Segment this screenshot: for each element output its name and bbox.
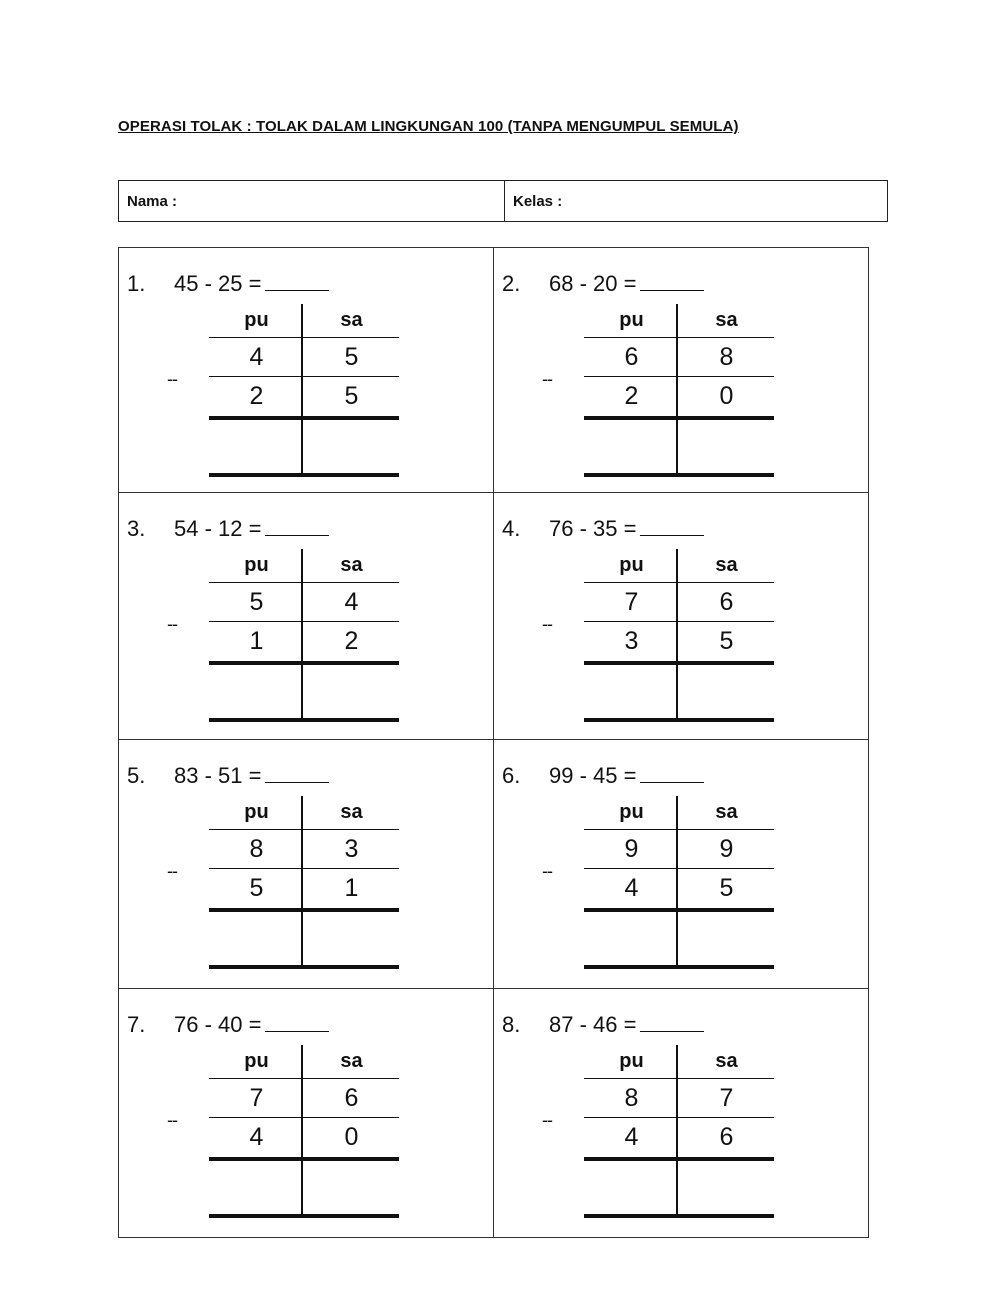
problem-number: 6. — [502, 763, 521, 788]
subtrahend-tens: 2 — [624, 382, 639, 410]
name-label: Nama : — [127, 192, 178, 210]
minus-sign: -- — [167, 614, 177, 634]
minuend-tens: 9 — [624, 835, 639, 863]
minuend-tens: 8 — [249, 835, 264, 863]
answer-bottom-line — [209, 718, 399, 722]
header-underline — [584, 829, 774, 830]
problem-expression: 87 - 46 = — [549, 1012, 637, 1037]
answer-top-line — [209, 1157, 399, 1161]
problem-number: 7. — [127, 1012, 146, 1037]
problem-expression: 99 - 45 = — [549, 763, 637, 788]
header-underline — [209, 337, 399, 338]
answer-blank[interactable] — [265, 517, 329, 536]
place-value-table — [209, 549, 399, 722]
problem-expression: 45 - 25 = — [174, 271, 262, 296]
row-divider — [209, 621, 399, 622]
answer-top-line — [209, 416, 399, 420]
subtrahend-tens: 2 — [249, 382, 264, 410]
minuend-ones: 6 — [344, 1084, 359, 1112]
minuend-tens: 8 — [624, 1084, 639, 1112]
column-divider — [676, 549, 678, 722]
header-underline — [584, 1078, 774, 1079]
subtrahend-ones: 0 — [344, 1123, 359, 1151]
header-sa: sa — [715, 801, 738, 823]
row-divider — [584, 868, 774, 869]
problem-8 — [493, 988, 868, 1234]
header-sa: sa — [340, 1050, 363, 1072]
column-divider — [676, 1045, 678, 1218]
class-field[interactable] — [505, 181, 889, 221]
column-divider — [676, 304, 678, 477]
subtrahend-tens: 3 — [624, 627, 639, 655]
header-pu: pu — [619, 309, 644, 331]
minuend-tens: 6 — [624, 343, 639, 371]
subtrahend-ones: 6 — [719, 1123, 734, 1151]
header-sa: sa — [715, 554, 738, 576]
problem-1 — [118, 247, 493, 493]
header-sa: sa — [340, 309, 363, 331]
minuend-ones: 5 — [344, 343, 359, 371]
header-underline — [584, 582, 774, 583]
minus-sign: -- — [542, 614, 552, 634]
header-pu: pu — [244, 1050, 269, 1072]
column-divider — [301, 549, 303, 722]
subtrahend-ones: 5 — [719, 627, 734, 655]
minus-sign: -- — [542, 861, 552, 881]
name-field[interactable] — [119, 181, 505, 221]
minuend-ones: 7 — [719, 1084, 734, 1112]
problem-number: 1. — [127, 271, 146, 296]
column-divider — [301, 796, 303, 969]
subtrahend-ones: 5 — [344, 382, 359, 410]
header-underline — [584, 337, 774, 338]
answer-blank[interactable] — [265, 272, 329, 291]
subtrahend-ones: 5 — [719, 874, 734, 902]
problem-number: 8. — [502, 1012, 521, 1037]
problem-label — [127, 1012, 329, 1038]
problem-2 — [493, 247, 868, 493]
column-divider — [301, 304, 303, 477]
place-value-table — [209, 304, 399, 477]
header-sa: sa — [715, 309, 738, 331]
place-value-table — [584, 1045, 774, 1218]
problem-4 — [493, 492, 868, 738]
header-underline — [209, 829, 399, 830]
answer-bottom-line — [209, 965, 399, 969]
answer-bottom-line — [209, 1214, 399, 1218]
problem-expression: 76 - 35 = — [549, 516, 637, 541]
problem-expression: 83 - 51 = — [174, 763, 262, 788]
problem-number: 2. — [502, 271, 521, 296]
row-divider — [209, 1117, 399, 1118]
problem-number: 5. — [127, 763, 146, 788]
place-value-table — [209, 796, 399, 969]
minuend-tens: 4 — [249, 343, 264, 371]
minus-sign: -- — [542, 369, 552, 389]
minuend-tens: 7 — [249, 1084, 264, 1112]
answer-top-line — [584, 416, 774, 420]
answer-bottom-line — [209, 473, 399, 477]
problem-label — [502, 1012, 704, 1038]
answer-top-line — [584, 1157, 774, 1161]
subtrahend-tens: 5 — [249, 874, 264, 902]
place-value-table — [209, 1045, 399, 1218]
problem-3 — [118, 492, 493, 738]
minuend-ones: 6 — [719, 588, 734, 616]
class-label: Kelas : — [513, 192, 563, 210]
problem-7 — [118, 988, 493, 1234]
column-divider — [676, 796, 678, 969]
header-underline — [209, 582, 399, 583]
minuend-ones: 9 — [719, 835, 734, 863]
minuend-ones: 4 — [344, 588, 359, 616]
answer-bottom-line — [584, 1214, 774, 1218]
problem-label — [502, 763, 704, 789]
minuend-tens: 7 — [624, 588, 639, 616]
answer-blank[interactable] — [640, 1013, 704, 1032]
answer-top-line — [209, 661, 399, 665]
header-pu: pu — [619, 1050, 644, 1072]
minus-sign: -- — [542, 1110, 552, 1130]
answer-blank[interactable] — [640, 517, 704, 536]
worksheet-title: OPERASI TOLAK : TOLAK DALAM LINGKUNGAN 100 (TANPA MENGUMPUL SEMULA) — [118, 118, 739, 135]
answer-blank[interactable] — [265, 764, 329, 783]
problem-5 — [118, 739, 493, 985]
place-value-table — [584, 796, 774, 969]
header-sa: sa — [340, 801, 363, 823]
student-info-box — [118, 180, 888, 222]
problem-number: 3. — [127, 516, 146, 541]
answer-bottom-line — [584, 965, 774, 969]
problem-expression: 76 - 40 = — [174, 1012, 262, 1037]
header-pu: pu — [244, 801, 269, 823]
row-divider — [209, 376, 399, 377]
problem-expression: 54 - 12 = — [174, 516, 262, 541]
place-value-table — [584, 549, 774, 722]
problem-label — [127, 516, 329, 542]
minuend-ones: 3 — [344, 835, 359, 863]
minuend-ones: 8 — [719, 343, 734, 371]
answer-top-line — [584, 661, 774, 665]
subtrahend-tens: 4 — [249, 1123, 264, 1151]
answer-bottom-line — [584, 718, 774, 722]
answer-top-line — [209, 908, 399, 912]
header-pu: pu — [619, 801, 644, 823]
subtrahend-tens: 1 — [249, 627, 264, 655]
column-divider — [301, 1045, 303, 1218]
problem-label — [502, 516, 704, 542]
header-pu: pu — [244, 554, 269, 576]
problem-label — [127, 271, 329, 297]
minus-sign: -- — [167, 1110, 177, 1130]
answer-blank[interactable] — [640, 272, 704, 291]
header-pu: pu — [619, 554, 644, 576]
subtrahend-ones: 0 — [719, 382, 734, 410]
subtrahend-ones: 1 — [344, 874, 359, 902]
problem-6 — [493, 739, 868, 985]
answer-top-line — [584, 908, 774, 912]
minus-sign: -- — [167, 369, 177, 389]
row-divider — [209, 868, 399, 869]
answer-blank[interactable] — [265, 1013, 329, 1032]
header-pu: pu — [244, 309, 269, 331]
row-divider — [584, 1117, 774, 1118]
header-sa: sa — [340, 554, 363, 576]
subtrahend-tens: 4 — [624, 1123, 639, 1151]
row-divider — [584, 621, 774, 622]
problem-number: 4. — [502, 516, 521, 541]
place-value-table — [584, 304, 774, 477]
row-divider — [584, 376, 774, 377]
problem-expression: 68 - 20 = — [549, 271, 637, 296]
header-sa: sa — [715, 1050, 738, 1072]
answer-blank[interactable] — [640, 764, 704, 783]
minus-sign: -- — [167, 861, 177, 881]
header-underline — [209, 1078, 399, 1079]
subtrahend-ones: 2 — [344, 627, 359, 655]
minuend-tens: 5 — [249, 588, 264, 616]
subtrahend-tens: 4 — [624, 874, 639, 902]
answer-bottom-line — [584, 473, 774, 477]
problem-label — [127, 763, 329, 789]
problem-label — [502, 271, 704, 297]
